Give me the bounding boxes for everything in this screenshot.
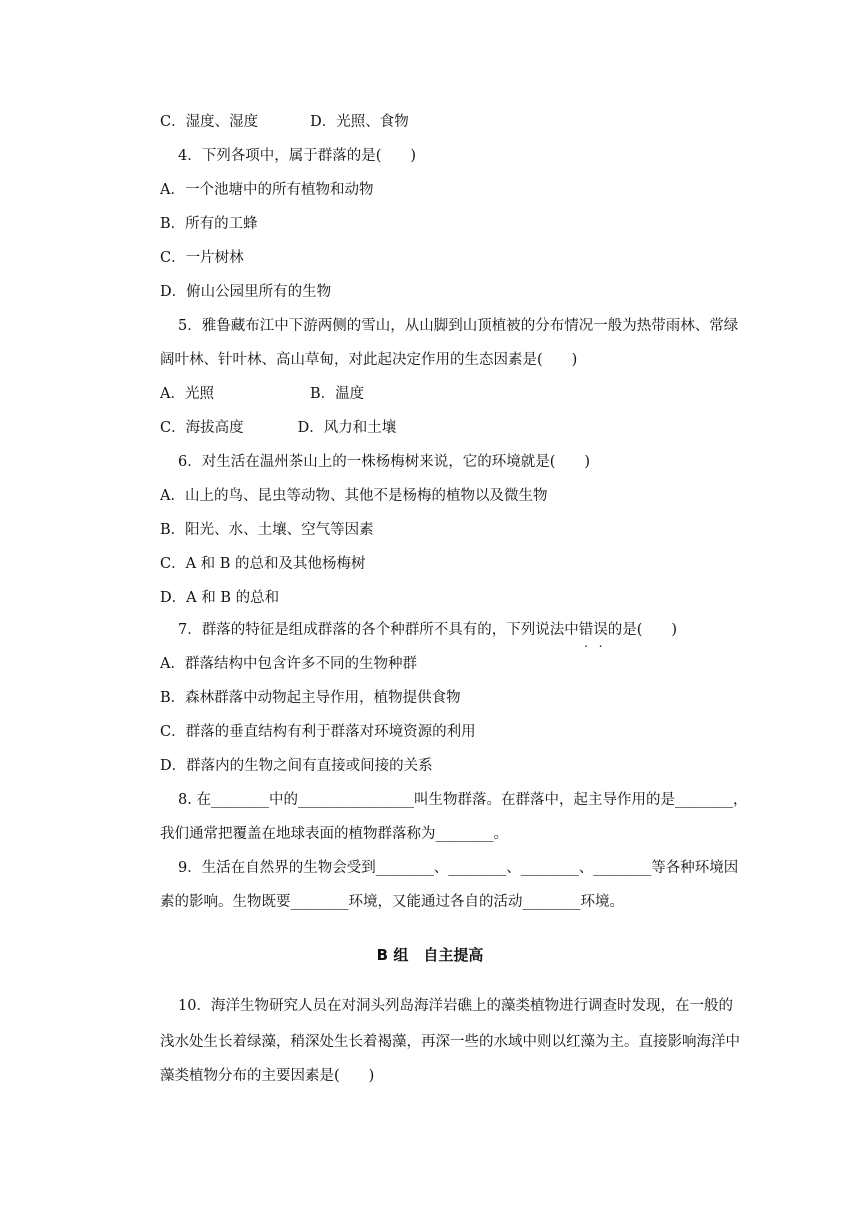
q7-option-a: A．群落结构中包含许多不同的生物种群 (160, 656, 417, 672)
q9-line1: 9．生活在自然界的生物会受到________、________、________、________等各种环境因 (178, 860, 739, 876)
q3-options-cd (160, 112, 409, 132)
q10-line2: 浅水处生长着绿藻，稍深处生长着褐藻，再深一些的水域中则以红藻为主。直接影响海洋中 (160, 1034, 740, 1050)
q5-options-cd (160, 418, 396, 438)
q4-option-a: A．一个池塘中的所有植物和动物 (160, 182, 374, 198)
q7-option-b: B．森林群落中动物起主导作用，植物提供食物 (160, 690, 461, 706)
q7-option-c: C．群落的垂直结构有利于群落对环境资源的利用 (160, 724, 476, 740)
q10-line1: 10．海洋生物研究人员在对洞头列岛海洋岩礁上的藻类植物进行调查时发现，在一般的 (178, 998, 733, 1014)
q4-option-c: C．一片树林 (160, 250, 244, 266)
q7-stem (178, 620, 677, 640)
q9-line2: 素的影响。生物既要________环境，又能通过各自的活动________环境。 (160, 894, 624, 910)
q10-line3: 藻类植物分布的主要因素是( ) (160, 1068, 375, 1084)
q7-emphasis-char-2: 误 (593, 622, 608, 638)
q5-options-ab (160, 384, 364, 404)
q8-line1: 8. 在________中的________________叫生物群落。在群落中，起主导作用的是________， (178, 792, 748, 808)
q5-option-a: A．光照 (160, 386, 214, 402)
q6-option-d: D．A 和 B 的总和 (160, 590, 280, 606)
q3-option-c: C．湿度、湿度 (160, 114, 259, 130)
q5-stem-line2: 阔叶林、针叶林、高山草甸，对此起决定作用的生态因素是( ) (160, 352, 578, 368)
q5-stem-line1: 5．雅鲁藏布江中下游两侧的雪山，从山脚到山顶植被的分布情况一般为热带雨林、常绿 (178, 318, 739, 334)
q7-stem-before: 7．群落的特征是组成群落的各个种群所不具有的，下列说法中 (178, 622, 579, 638)
q7-option-d: D．群落内的生物之间有直接或间接的关系 (160, 758, 433, 774)
q7-stem-after: 的是( ) (607, 622, 678, 638)
q6-option-b: B．阳光、水、土壤、空气等因素 (160, 522, 374, 538)
q3-option-d: D．光照、食物 (310, 114, 409, 130)
q6-stem: 6．对生活在温州茶山上的一株杨梅树来说，它的环境就是( ) (178, 454, 591, 470)
q4-option-d: D．俯山公园里所有的生物 (160, 284, 332, 300)
q7-emphasis-char-1: 错 (578, 622, 594, 638)
q8-line2: 我们通常把覆盖在地球表面的植物群落称为________。 (160, 826, 508, 842)
q6-option-a: A．山上的鸟、昆虫等动物、其他不是杨梅的植物以及微生物 (160, 488, 548, 504)
q5-option-c: C．海拔高度 (160, 420, 244, 436)
q5-option-d: D．风力和土壤 (297, 420, 397, 436)
q5-option-b: B．温度 (309, 386, 365, 402)
q4-stem: 4．下列各项中，属于群落的是( ) (178, 148, 417, 164)
q4-option-b: B．所有的工蜂 (160, 216, 258, 232)
section-b-heading: B 组 自主提高 (376, 946, 484, 964)
q6-option-c: C．A 和 B 的总和及其他杨梅树 (160, 556, 366, 572)
